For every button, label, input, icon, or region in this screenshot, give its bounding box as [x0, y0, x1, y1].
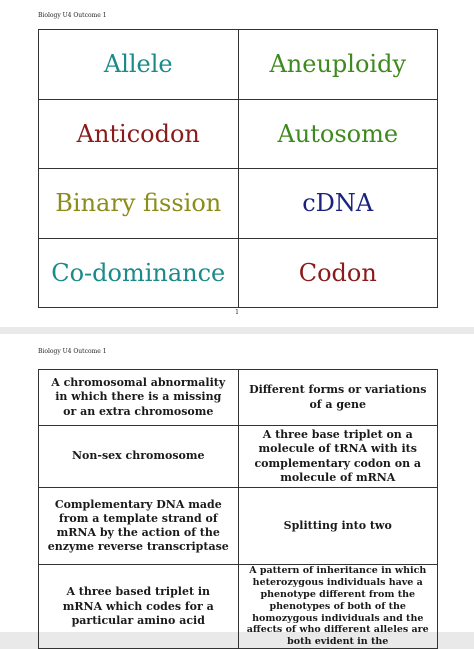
definitions-grid	[38, 369, 438, 649]
term-card: cDNA	[238, 169, 438, 239]
term-card: Aneuploidy	[238, 30, 438, 100]
definition-card: A pattern of inheritance in which heterozygous individuals have a phenotype different from the phenotypes of both of the homozygous individuals and the affects of who different alleles are both evident in the	[238, 565, 438, 649]
terms-grid	[38, 29, 438, 308]
term-card: Codon	[238, 238, 438, 308]
term-card: Allele	[39, 30, 239, 100]
page-header: Biology U4 Outcome 1	[38, 348, 107, 355]
flashcard-page-definitions	[0, 334, 474, 648]
definition-card: A three base triplet on a molecule of tRNA with its complementary codon on a molecule of mRNA	[238, 426, 438, 488]
definition-card: A three based triplet in mRNA which codes for a particular amino acid	[39, 565, 239, 649]
term-card: Autosome	[238, 99, 438, 169]
definition-card: Splitting into two	[238, 488, 438, 565]
definition-card: Non-sex chromosome	[39, 426, 239, 488]
term-card: Binary fission	[39, 169, 239, 239]
term-card: Co-dominance	[39, 238, 239, 308]
definition-card: Different forms or variations of a gene	[238, 370, 438, 426]
term-card: Anticodon	[39, 99, 239, 169]
definition-card: A chromosomal abnormality in which there is a missing or an extra chromosome	[39, 370, 239, 426]
page-number: 1	[235, 309, 239, 316]
definition-card: Complementary DNA made from a template strand of mRNA by the action of the enzyme reverse transcriptase	[39, 488, 239, 565]
page-header: Biology U4 Outcome 1	[38, 12, 107, 19]
